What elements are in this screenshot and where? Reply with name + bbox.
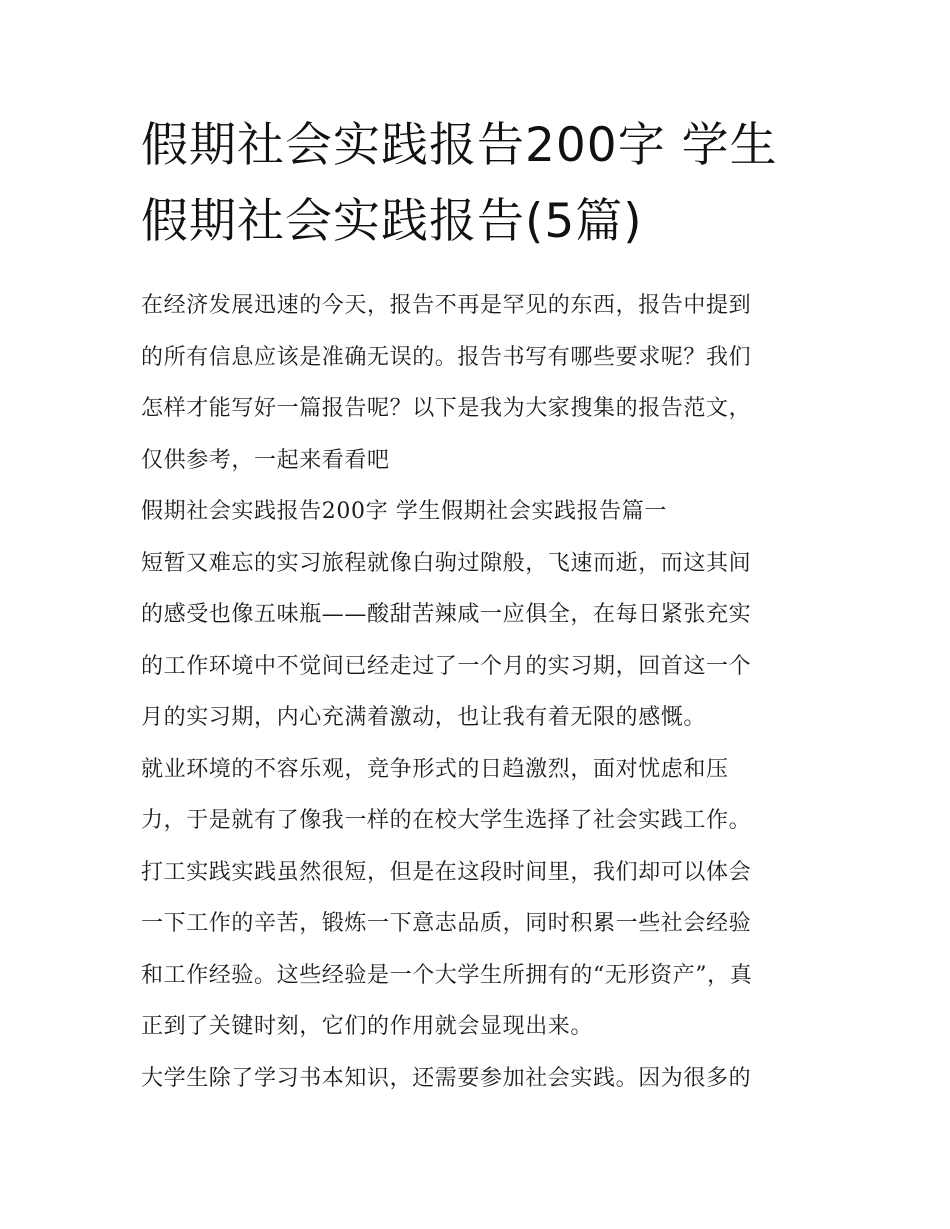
text-line: 短暂又难忘的实习旅程就像白驹过隙般，飞速而逝，而这其间 bbox=[141, 550, 752, 576]
text-line: 就业环境的不容乐观，竞争形式的日趋激烈，面对忧虑和压 bbox=[141, 756, 729, 782]
text-line: 和工作经验。这些经验是一个大学生所拥有的“无形资产”，真 bbox=[141, 962, 753, 988]
text-line: 的所有信息应该是准确无误的。报告书写有哪些要求呢？我们 bbox=[141, 344, 752, 370]
text-line: 仅供参考，一起来看看吧 bbox=[141, 447, 390, 473]
paragraph bbox=[141, 744, 821, 847]
text-line: 大学生除了学习书本知识，还需要参加社会实践。因为很多的 bbox=[141, 1065, 752, 1091]
title-line: 假期社会实践报告200字 学生 bbox=[141, 118, 778, 173]
section-heading: 假期社会实践报告200字 学生假期社会实践报告篇一 bbox=[141, 499, 667, 524]
text-line: 的工作环境中不觉间已经走过了一个月的实习期，回首这一个 bbox=[141, 653, 752, 679]
text-line: 月的实习期，内心充满着激动，也让我有着无限的感慨。 bbox=[141, 705, 707, 730]
text-line: 正到了关键时刻，它们的作用就会显现出来。 bbox=[141, 1014, 594, 1039]
title-line: 假期社会实践报告(5篇) bbox=[141, 194, 643, 249]
text-line: 在经济发展迅速的今天，报告不再是罕见的东西，报告中提到 bbox=[141, 293, 752, 318]
text-line: 力，于是就有了像我一样的在校大学生选择了社会实践工作。 bbox=[141, 808, 752, 833]
text-line: 一下工作的辛苦，锻炼一下意志品质，同时积累一些社会经验 bbox=[141, 911, 752, 936]
text-line: 打工实践实践虽然很短，但是在这段时间里，我们却可以体会 bbox=[141, 859, 752, 885]
paragraph bbox=[141, 847, 821, 1053]
text-line: 的感受也像五味瓶——酸甜苦辣咸一应俱全，在每日紧张充实 bbox=[141, 602, 752, 627]
paragraph bbox=[141, 538, 821, 744]
document-body bbox=[141, 108, 821, 1104]
intro-paragraph bbox=[141, 280, 821, 486]
paragraph bbox=[141, 1053, 821, 1105]
document-title bbox=[141, 108, 821, 260]
text-line: 怎样才能写好一篇报告呢？以下是我为大家搜集的报告范文， bbox=[141, 396, 752, 421]
